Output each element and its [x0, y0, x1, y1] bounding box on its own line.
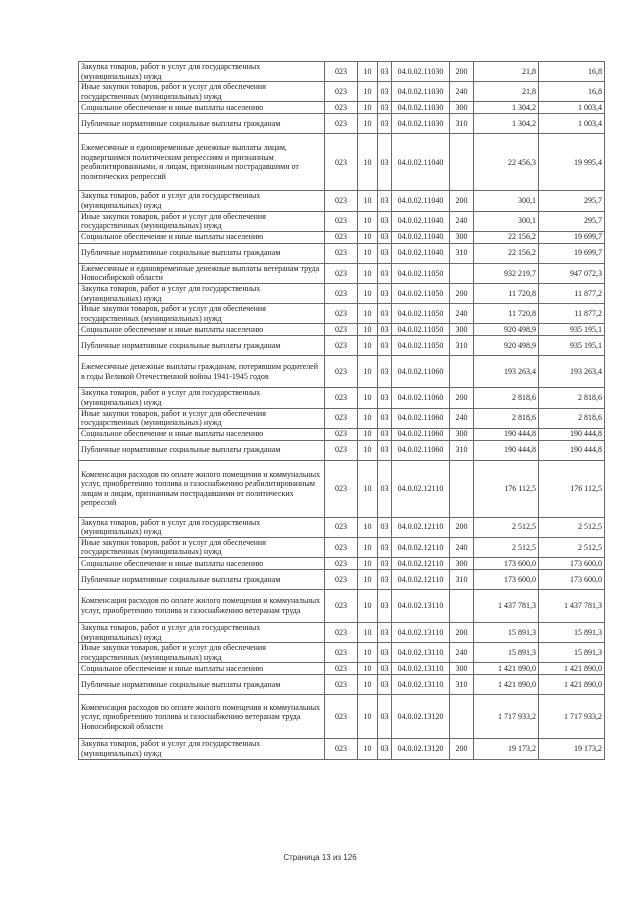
section-code: 10: [358, 537, 378, 557]
ministry-code: 023: [325, 388, 358, 408]
row-name: Иные закупки товаров, работ и услуг для обеспечения государственных (муниципальных) нужд: [79, 643, 325, 663]
section-code: 10: [358, 102, 378, 114]
amount-year-2: 2 512,5: [539, 537, 605, 557]
expense-type-code: 300: [450, 231, 474, 243]
target-article-code: 04.0.02.11030: [392, 114, 450, 134]
table-row: [79, 243, 605, 263]
ministry-code: 023: [325, 243, 358, 263]
ministry-code: 023: [325, 324, 358, 336]
expense-type-code: 200: [450, 62, 474, 82]
amount-year-1: 1 304,2: [474, 102, 539, 114]
expense-type-code: [450, 695, 474, 739]
target-article-code: 04.0.02.11050: [392, 304, 450, 324]
ministry-code: 023: [325, 211, 358, 231]
table-row: [79, 304, 605, 324]
row-name: Публичные нормативные социальные выплаты гражданам: [79, 570, 325, 590]
table-row: [79, 102, 605, 114]
table-row: [79, 114, 605, 134]
amount-year-2: 2 818,6: [539, 408, 605, 428]
amount-year-1: 190 444,8: [474, 440, 539, 460]
subsection-code: 03: [378, 537, 392, 557]
ministry-code: 023: [325, 558, 358, 570]
section-code: 10: [358, 324, 378, 336]
subsection-code: 03: [378, 695, 392, 739]
amount-year-2: 15 891,3: [539, 643, 605, 663]
ministry-code: 023: [325, 283, 358, 303]
amount-year-2: 295,7: [539, 211, 605, 231]
amount-year-1: 176 112,5: [474, 460, 539, 517]
section-code: 10: [358, 114, 378, 134]
target-article-code: 04.0.02.13120: [392, 695, 450, 739]
target-article-code: 04.0.02.13110: [392, 643, 450, 663]
target-article-code: 04.0.02.13110: [392, 590, 450, 623]
amount-year-1: 190 444,8: [474, 428, 539, 440]
ministry-code: 023: [325, 102, 358, 114]
ministry-code: 023: [325, 695, 358, 739]
expense-type-code: 240: [450, 304, 474, 324]
subsection-code: 03: [378, 324, 392, 336]
expense-type-code: 200: [450, 517, 474, 537]
amount-year-2: 19 173,2: [539, 739, 605, 759]
budget-table-body: [79, 62, 605, 760]
amount-year-2: 173 600,0: [539, 570, 605, 590]
table-row: [79, 324, 605, 336]
amount-year-2: 1 421 890,0: [539, 675, 605, 695]
page-footer: Страница 13 из 126: [283, 853, 357, 862]
table-row: [79, 428, 605, 440]
amount-year-2: 1 003,4: [539, 102, 605, 114]
target-article-code: 04.0.02.11030: [392, 82, 450, 102]
ministry-code: 023: [325, 537, 358, 557]
amount-year-2: 19 699,7: [539, 243, 605, 263]
row-name: Компенсация расходов по оплате жилого помещения и коммунальных услуг, приобретению топлива и газоснабжению реабилитированным лицам и лицам, признанным пострадавшими от политических репрессий: [79, 460, 325, 517]
amount-year-2: 1 421 890,0: [539, 663, 605, 675]
row-name: Социальное обеспечение и иные выплаты населению: [79, 231, 325, 243]
amount-year-2: 16,8: [539, 82, 605, 102]
subsection-code: 03: [378, 460, 392, 517]
target-article-code: 04.0.02.11030: [392, 62, 450, 82]
target-article-code: 04.0.02.12110: [392, 558, 450, 570]
table-row: [79, 336, 605, 356]
section-code: 10: [358, 62, 378, 82]
expense-type-code: 240: [450, 537, 474, 557]
amount-year-1: 932 219,7: [474, 263, 539, 283]
amount-year-2: 11 877,2: [539, 304, 605, 324]
amount-year-1: 21,8: [474, 82, 539, 102]
amount-year-1: 1 304,2: [474, 114, 539, 134]
section-code: 10: [358, 428, 378, 440]
subsection-code: 03: [378, 134, 392, 191]
amount-year-1: 22 156,2: [474, 231, 539, 243]
amount-year-1: 22 156,2: [474, 243, 539, 263]
subsection-code: 03: [378, 570, 392, 590]
amount-year-1: 2 512,5: [474, 537, 539, 557]
row-name: Ежемесячные и единовременные денежные выплаты ветеранам труда Новосибирской области: [79, 263, 325, 283]
amount-year-1: 2 818,6: [474, 388, 539, 408]
section-code: 10: [358, 134, 378, 191]
expense-type-code: [450, 590, 474, 623]
ministry-code: 023: [325, 460, 358, 517]
amount-year-2: 19 995,4: [539, 134, 605, 191]
expense-type-code: 240: [450, 643, 474, 663]
row-name: Компенсация расходов по оплате жилого помещения и коммунальных услуг, приобретению топлива и газоснабжению ветеранам труда: [79, 590, 325, 623]
table-row: [79, 283, 605, 303]
row-name: Закупка товаров, работ и услуг для государственных (муниципальных) нужд: [79, 283, 325, 303]
expense-type-code: 310: [450, 570, 474, 590]
amount-year-2: 1 003,4: [539, 114, 605, 134]
amount-year-1: 11 720,8: [474, 304, 539, 324]
section-code: 10: [358, 675, 378, 695]
ministry-code: 023: [325, 517, 358, 537]
subsection-code: 03: [378, 114, 392, 134]
row-name: Иные закупки товаров, работ и услуг для обеспечения государственных (муниципальных) нужд: [79, 304, 325, 324]
section-code: 10: [358, 336, 378, 356]
row-name: Публичные нормативные социальные выплаты гражданам: [79, 440, 325, 460]
expense-type-code: 300: [450, 428, 474, 440]
amount-year-1: 15 891,3: [474, 623, 539, 643]
section-code: 10: [358, 623, 378, 643]
subsection-code: 03: [378, 388, 392, 408]
ministry-code: 023: [325, 570, 358, 590]
subsection-code: 03: [378, 304, 392, 324]
table-row: [79, 460, 605, 517]
amount-year-2: 193 263,4: [539, 356, 605, 388]
subsection-code: 03: [378, 102, 392, 114]
expense-type-code: 310: [450, 114, 474, 134]
table-row: [79, 356, 605, 388]
target-article-code: 04.0.02.13110: [392, 675, 450, 695]
section-code: 10: [358, 243, 378, 263]
target-article-code: 04.0.02.11060: [392, 356, 450, 388]
expense-type-code: 300: [450, 663, 474, 675]
section-code: 10: [358, 82, 378, 102]
row-name: Социальное обеспечение и иные выплаты населению: [79, 324, 325, 336]
section-code: 10: [358, 643, 378, 663]
amount-year-2: 190 444,8: [539, 428, 605, 440]
row-name: Закупка товаров, работ и услуг для государственных (муниципальных) нужд: [79, 388, 325, 408]
row-name: Иные закупки товаров, работ и услуг для обеспечения государственных (муниципальных) нужд: [79, 82, 325, 102]
subsection-code: 03: [378, 675, 392, 695]
ministry-code: 023: [325, 114, 358, 134]
amount-year-1: 173 600,0: [474, 570, 539, 590]
row-name: Социальное обеспечение и иные выплаты населению: [79, 558, 325, 570]
target-article-code: 04.0.02.11040: [392, 243, 450, 263]
table-row: [79, 537, 605, 557]
amount-year-1: 1 421 890,0: [474, 663, 539, 675]
subsection-code: 03: [378, 356, 392, 388]
subsection-code: 03: [378, 243, 392, 263]
row-name: Публичные нормативные социальные выплаты гражданам: [79, 114, 325, 134]
target-article-code: 04.0.02.13110: [392, 623, 450, 643]
ministry-code: 023: [325, 62, 358, 82]
table-row: [79, 82, 605, 102]
amount-year-1: 173 600,0: [474, 558, 539, 570]
table-row: [79, 211, 605, 231]
subsection-code: 03: [378, 408, 392, 428]
subsection-code: 03: [378, 82, 392, 102]
expense-type-code: 200: [450, 388, 474, 408]
target-article-code: 04.0.02.11030: [392, 102, 450, 114]
subsection-code: 03: [378, 739, 392, 759]
target-article-code: 04.0.02.12110: [392, 460, 450, 517]
ministry-code: 023: [325, 590, 358, 623]
subsection-code: 03: [378, 590, 392, 623]
row-name: Иные закупки товаров, работ и услуг для обеспечения государственных (муниципальных) нужд: [79, 211, 325, 231]
amount-year-2: 15 891,3: [539, 623, 605, 643]
amount-year-1: 19 173,2: [474, 739, 539, 759]
subsection-code: 03: [378, 558, 392, 570]
amount-year-1: 22 456,3: [474, 134, 539, 191]
target-article-code: 04.0.02.11040: [392, 211, 450, 231]
expense-type-code: [450, 134, 474, 191]
target-article-code: 04.0.02.11040: [392, 231, 450, 243]
amount-year-1: 1 421 890,0: [474, 675, 539, 695]
section-code: 10: [358, 739, 378, 759]
ministry-code: 023: [325, 663, 358, 675]
subsection-code: 03: [378, 263, 392, 283]
row-name: Ежемесячные денежные выплаты гражданам, потерявшим родителей в годы Великой Отечественной войны 1941-1945 годов: [79, 356, 325, 388]
expense-type-code: [450, 356, 474, 388]
expense-type-code: 240: [450, 408, 474, 428]
amount-year-2: 1 437 781,3: [539, 590, 605, 623]
subsection-code: 03: [378, 623, 392, 643]
amount-year-1: 193 263,4: [474, 356, 539, 388]
subsection-code: 03: [378, 336, 392, 356]
table-row: [79, 570, 605, 590]
section-code: 10: [358, 695, 378, 739]
amount-year-1: 15 891,3: [474, 643, 539, 663]
row-name: Публичные нормативные социальные выплаты гражданам: [79, 243, 325, 263]
table-row: [79, 590, 605, 623]
subsection-code: 03: [378, 440, 392, 460]
table-row: [79, 739, 605, 759]
target-article-code: 04.0.02.11050: [392, 283, 450, 303]
expense-type-code: 300: [450, 558, 474, 570]
target-article-code: 04.0.02.11050: [392, 263, 450, 283]
target-article-code: 04.0.02.11050: [392, 324, 450, 336]
ministry-code: 023: [325, 336, 358, 356]
subsection-code: 03: [378, 643, 392, 663]
subsection-code: 03: [378, 191, 392, 211]
section-code: 10: [358, 408, 378, 428]
section-code: 10: [358, 191, 378, 211]
amount-year-1: 920 498,9: [474, 336, 539, 356]
amount-year-2: 2 818,6: [539, 388, 605, 408]
expense-type-code: [450, 460, 474, 517]
ministry-code: 023: [325, 428, 358, 440]
amount-year-2: 935 195,1: [539, 336, 605, 356]
table-row: [79, 558, 605, 570]
ministry-code: 023: [325, 356, 358, 388]
ministry-code: 023: [325, 675, 358, 695]
section-code: 10: [358, 570, 378, 590]
table-row: [79, 643, 605, 663]
section-code: 10: [358, 231, 378, 243]
ministry-code: 023: [325, 440, 358, 460]
table-row: [79, 388, 605, 408]
subsection-code: 03: [378, 62, 392, 82]
subsection-code: 03: [378, 428, 392, 440]
subsection-code: 03: [378, 211, 392, 231]
target-article-code: 04.0.02.11060: [392, 408, 450, 428]
section-code: 10: [358, 590, 378, 623]
section-code: 10: [358, 388, 378, 408]
row-name: Социальное обеспечение и иные выплаты населению: [79, 428, 325, 440]
section-code: 10: [358, 356, 378, 388]
expense-type-code: 310: [450, 675, 474, 695]
section-code: 10: [358, 283, 378, 303]
table-row: [79, 623, 605, 643]
amount-year-2: 935 195,1: [539, 324, 605, 336]
row-name: Закупка товаров, работ и услуг для государственных (муниципальных) нужд: [79, 62, 325, 82]
expense-type-code: 200: [450, 191, 474, 211]
amount-year-1: 920 498,9: [474, 324, 539, 336]
ministry-code: 023: [325, 191, 358, 211]
amount-year-1: 1 717 933,2: [474, 695, 539, 739]
row-name: Закупка товаров, работ и услуг для государственных (муниципальных) нужд: [79, 517, 325, 537]
ministry-code: 023: [325, 623, 358, 643]
target-article-code: 04.0.02.11050: [392, 336, 450, 356]
expense-type-code: 200: [450, 623, 474, 643]
ministry-code: 023: [325, 82, 358, 102]
ministry-code: 023: [325, 263, 358, 283]
expense-type-code: 300: [450, 324, 474, 336]
section-code: 10: [358, 663, 378, 675]
target-article-code: 04.0.02.11040: [392, 191, 450, 211]
target-article-code: 04.0.02.11060: [392, 428, 450, 440]
ministry-code: 023: [325, 304, 358, 324]
amount-year-1: 1 437 781,3: [474, 590, 539, 623]
row-name: Закупка товаров, работ и услуг для государственных (муниципальных) нужд: [79, 739, 325, 759]
target-article-code: 04.0.02.13120: [392, 739, 450, 759]
section-code: 10: [358, 440, 378, 460]
expense-type-code: 310: [450, 243, 474, 263]
table-row: [79, 695, 605, 739]
amount-year-1: 2 512,5: [474, 517, 539, 537]
target-article-code: 04.0.02.12110: [392, 570, 450, 590]
expense-type-code: 240: [450, 211, 474, 231]
row-name: Иные закупки товаров, работ и услуг для обеспечения государственных (муниципальных) нужд: [79, 537, 325, 557]
row-name: Закупка товаров, работ и услуг для государственных (муниципальных) нужд: [79, 191, 325, 211]
target-article-code: 04.0.02.11060: [392, 388, 450, 408]
amount-year-2: 176 112,5: [539, 460, 605, 517]
ministry-code: 023: [325, 231, 358, 243]
ministry-code: 023: [325, 739, 358, 759]
expense-type-code: 310: [450, 440, 474, 460]
target-article-code: 04.0.02.11060: [392, 440, 450, 460]
table-row: [79, 517, 605, 537]
target-article-code: 04.0.02.12110: [392, 517, 450, 537]
amount-year-2: 2 512,5: [539, 517, 605, 537]
table-row: [79, 440, 605, 460]
row-name: Иные закупки товаров, работ и услуг для обеспечения государственных (муниципальных) нужд: [79, 408, 325, 428]
table-row: [79, 62, 605, 82]
target-article-code: 04.0.02.12110: [392, 537, 450, 557]
expense-type-code: 300: [450, 102, 474, 114]
table-row: [79, 231, 605, 243]
subsection-code: 03: [378, 517, 392, 537]
row-name: Закупка товаров, работ и услуг для государственных (муниципальных) нужд: [79, 623, 325, 643]
subsection-code: 03: [378, 231, 392, 243]
subsection-code: 03: [378, 663, 392, 675]
ministry-code: 023: [325, 643, 358, 663]
subsection-code: 03: [378, 283, 392, 303]
row-name: Социальное обеспечение и иные выплаты населению: [79, 663, 325, 675]
table-row: [79, 663, 605, 675]
section-code: 10: [358, 460, 378, 517]
section-code: 10: [358, 304, 378, 324]
amount-year-2: 11 877,2: [539, 283, 605, 303]
table-row: [79, 191, 605, 211]
amount-year-1: 300,1: [474, 211, 539, 231]
row-name: Социальное обеспечение и иные выплаты населению: [79, 102, 325, 114]
amount-year-2: 947 072,3: [539, 263, 605, 283]
expense-type-code: [450, 263, 474, 283]
table-row: [79, 408, 605, 428]
amount-year-1: 11 720,8: [474, 283, 539, 303]
table-row: [79, 134, 605, 191]
amount-year-2: 19 699,7: [539, 231, 605, 243]
amount-year-2: 295,7: [539, 191, 605, 211]
amount-year-2: 190 444,8: [539, 440, 605, 460]
amount-year-2: 173 600,0: [539, 558, 605, 570]
row-name: Публичные нормативные социальные выплаты гражданам: [79, 336, 325, 356]
expense-type-code: 310: [450, 336, 474, 356]
table-row: [79, 263, 605, 283]
row-name: Компенсация расходов по оплате жилого помещения и коммунальных услуг, приобретению топлива и газоснабжению ветеранам труда Новосибирской области: [79, 695, 325, 739]
budget-table: [78, 61, 605, 760]
expense-type-code: 200: [450, 283, 474, 303]
amount-year-1: 21,8: [474, 62, 539, 82]
amount-year-1: 300,1: [474, 191, 539, 211]
ministry-code: 023: [325, 408, 358, 428]
row-name: Ежемесячные и единовременные денежные выплаты лицам, подвергшимся политическим репрессиям и признанным реабилитированными, и лицам, признанным пострадавшими от политических репрессий: [79, 134, 325, 191]
section-code: 10: [358, 263, 378, 283]
ministry-code: 023: [325, 134, 358, 191]
target-article-code: 04.0.02.11040: [392, 134, 450, 191]
section-code: 10: [358, 211, 378, 231]
amount-year-2: 1 717 933,2: [539, 695, 605, 739]
section-code: 10: [358, 558, 378, 570]
row-name: Публичные нормативные социальные выплаты гражданам: [79, 675, 325, 695]
amount-year-1: 2 818,6: [474, 408, 539, 428]
table-row: [79, 675, 605, 695]
section-code: 10: [358, 517, 378, 537]
target-article-code: 04.0.02.13110: [392, 663, 450, 675]
expense-type-code: 200: [450, 739, 474, 759]
amount-year-2: 16,8: [539, 62, 605, 82]
expense-type-code: 240: [450, 82, 474, 102]
